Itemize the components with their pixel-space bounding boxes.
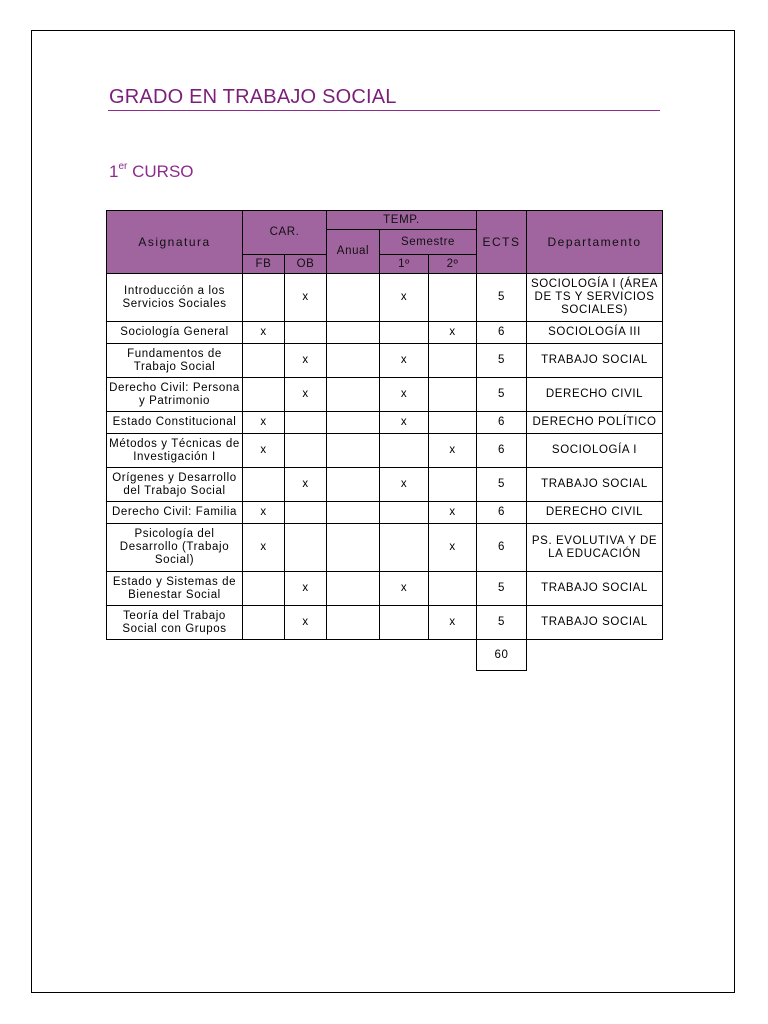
cell-sem1: x (380, 344, 429, 378)
cell-fb (243, 378, 285, 412)
cell-department: DERECHO POLÍTICO (527, 412, 663, 434)
cell-ects: 6 (477, 434, 527, 468)
cell-sem1 (380, 524, 429, 572)
cell-fb (243, 606, 285, 640)
cell-annual (327, 606, 380, 640)
header-fb: FB (243, 255, 285, 274)
cell-subject: Estado y Sistemas de Bienestar Social (107, 572, 243, 606)
subjects-table (106, 210, 663, 671)
cell-ects: 5 (477, 274, 527, 322)
header-sem2: 2º (429, 255, 477, 274)
cell-fb (243, 468, 285, 502)
cell-sem2: x (429, 434, 477, 468)
cell-sem2 (429, 344, 477, 378)
cell-ects: 6 (477, 412, 527, 434)
table-body (107, 274, 663, 640)
table-footer (107, 640, 663, 671)
cell-subject: Teoría del Trabajo Social con Grupos (107, 606, 243, 640)
cell-annual (327, 468, 380, 502)
cell-department: DERECHO CIVIL (527, 502, 663, 524)
cell-fb (243, 344, 285, 378)
header-department: Departamento (527, 211, 663, 274)
cell-sem2: x (429, 606, 477, 640)
cell-department: SOCIOLOGÍA I (ÁREA DE TS Y SERVICIOS SOCIALES) (527, 274, 663, 322)
footer-spacer (107, 640, 477, 671)
cell-annual (327, 274, 380, 322)
table-row (107, 412, 663, 434)
cell-ob: x (285, 572, 327, 606)
header-ob: OB (285, 255, 327, 274)
cell-department: SOCIOLOGÍA I (527, 434, 663, 468)
cell-annual (327, 378, 380, 412)
cell-sem2 (429, 572, 477, 606)
table-row (107, 344, 663, 378)
cell-sem1 (380, 322, 429, 344)
table-row (107, 468, 663, 502)
cell-sem2: x (429, 502, 477, 524)
cell-annual (327, 412, 380, 434)
cell-ob (285, 524, 327, 572)
course-heading (109, 162, 194, 182)
cell-ects: 5 (477, 344, 527, 378)
cell-fb: x (243, 412, 285, 434)
course-suffix: er (118, 161, 128, 173)
cell-fb: x (243, 434, 285, 468)
cell-fb: x (243, 502, 285, 524)
title-underline (108, 110, 660, 111)
cell-subject: Introducción a los Servicios Sociales (107, 274, 243, 322)
cell-sem2: x (429, 524, 477, 572)
table-row (107, 572, 663, 606)
cell-fb: x (243, 322, 285, 344)
cell-ects: 6 (477, 322, 527, 344)
cell-fb (243, 572, 285, 606)
cell-department: PS. EVOLUTIVA Y DE LA EDUCACIÓN (527, 524, 663, 572)
cell-department: SOCIOLOGÍA III (527, 322, 663, 344)
cell-ob: x (285, 274, 327, 322)
table-row (107, 434, 663, 468)
cell-subject: Orígenes y Desarrollo del Trabajo Social (107, 468, 243, 502)
cell-ects: 5 (477, 468, 527, 502)
table-row (107, 502, 663, 524)
cell-subject: Estado Constitucional (107, 412, 243, 434)
table-row (107, 274, 663, 322)
cell-annual (327, 322, 380, 344)
cell-ects: 5 (477, 378, 527, 412)
header-sem1: 1º (380, 255, 429, 274)
table-row (107, 322, 663, 344)
cell-ob: x (285, 468, 327, 502)
cell-subject: Fundamentos de Trabajo Social (107, 344, 243, 378)
cell-sem2 (429, 378, 477, 412)
cell-annual (327, 434, 380, 468)
cell-ob (285, 322, 327, 344)
header-ects: ECTS (477, 211, 527, 274)
document-title: GRADO EN TRABAJO SOCIAL (109, 86, 397, 108)
cell-ob (285, 434, 327, 468)
header-annual: Anual (327, 230, 380, 274)
cell-department: TRABAJO SOCIAL (527, 606, 663, 640)
table-row (107, 524, 663, 572)
cell-subject: Derecho Civil: Familia (107, 502, 243, 524)
cell-sem1 (380, 606, 429, 640)
cell-fb (243, 274, 285, 322)
cell-sem1 (380, 434, 429, 468)
header-subject: Asignatura (107, 211, 243, 274)
cell-sem2 (429, 412, 477, 434)
cell-subject: Derecho Civil: Persona y Patrimonio (107, 378, 243, 412)
header-temp: TEMP. (327, 211, 477, 230)
cell-ob (285, 412, 327, 434)
cell-ects: 6 (477, 502, 527, 524)
cell-annual (327, 524, 380, 572)
cell-subject: Psicología del Desarrollo (Trabajo Social) (107, 524, 243, 572)
cell-sem2 (429, 274, 477, 322)
cell-department: TRABAJO SOCIAL (527, 344, 663, 378)
cell-ects: 5 (477, 606, 527, 640)
course-label: CURSO (132, 162, 194, 181)
cell-department: DERECHO CIVIL (527, 378, 663, 412)
cell-ob: x (285, 378, 327, 412)
cell-department: TRABAJO SOCIAL (527, 468, 663, 502)
cell-ob: x (285, 606, 327, 640)
footer-spacer (527, 640, 663, 671)
cell-sem1: x (380, 572, 429, 606)
cell-sem2: x (429, 322, 477, 344)
cell-sem1 (380, 502, 429, 524)
cell-annual (327, 344, 380, 378)
cell-sem1: x (380, 378, 429, 412)
cell-sem1: x (380, 468, 429, 502)
cell-ects: 5 (477, 572, 527, 606)
cell-sem2 (429, 468, 477, 502)
header-car: CAR. (243, 211, 327, 255)
cell-ob: x (285, 344, 327, 378)
cell-department: TRABAJO SOCIAL (527, 572, 663, 606)
cell-sem1: x (380, 274, 429, 322)
cell-fb: x (243, 524, 285, 572)
cell-subject: Métodos y Técnicas de Investigación I (107, 434, 243, 468)
course-number: 1 (109, 162, 119, 181)
table-row (107, 378, 663, 412)
cell-sem1: x (380, 412, 429, 434)
cell-ob (285, 502, 327, 524)
table-row (107, 606, 663, 640)
cell-annual (327, 572, 380, 606)
cell-ects: 6 (477, 524, 527, 572)
cell-subject: Sociología General (107, 322, 243, 344)
header-semester: Semestre (380, 230, 477, 255)
total-ects: 60 (477, 640, 527, 671)
cell-annual (327, 502, 380, 524)
